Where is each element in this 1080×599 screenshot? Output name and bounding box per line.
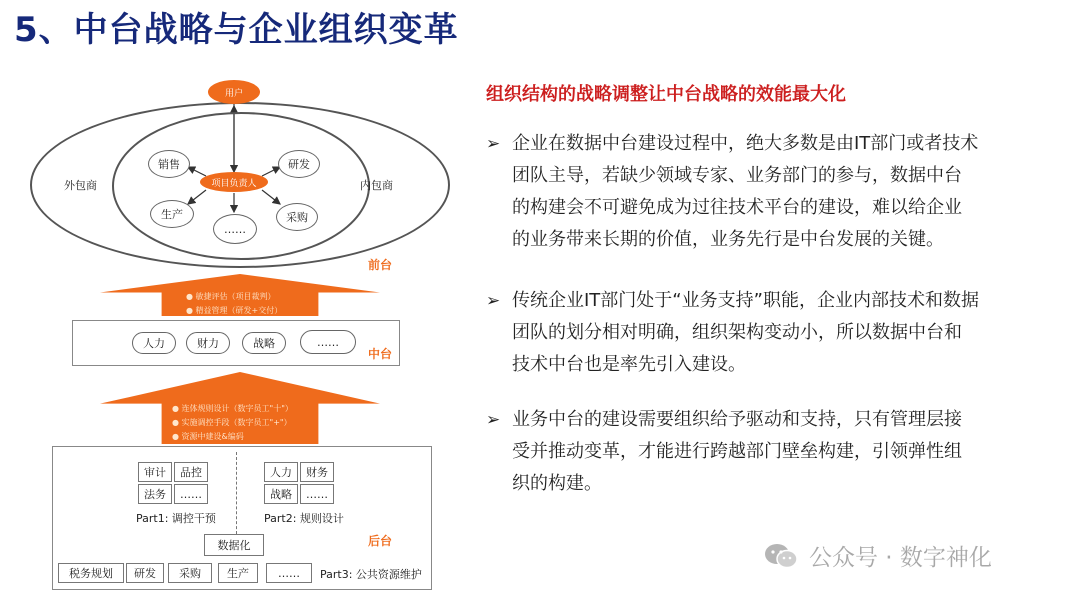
part2-box-strategy: 战略 bbox=[264, 484, 298, 504]
user-node: 用户 bbox=[208, 80, 260, 104]
part2-label: Part2: 规则设计 bbox=[264, 512, 344, 525]
part1-box-more: …… bbox=[174, 484, 208, 504]
purchase-node: 采购 bbox=[276, 203, 318, 231]
part3-label: Part3: 公共资源维护 bbox=[320, 568, 422, 581]
bullet-3-line: 织的构建。 bbox=[512, 473, 602, 494]
project-lead-node: 项目负责人 bbox=[200, 172, 268, 192]
bullet-1-text bbox=[512, 128, 1072, 256]
bullet-1-line: 企业在数据中台建设过程中，绝大多数是由IT部门或者技术 bbox=[512, 133, 979, 154]
more-node: …… bbox=[213, 214, 257, 244]
bullet-2-line: 技术中台也是率先引入建设。 bbox=[512, 354, 746, 375]
part1-box-audit: 审计 bbox=[138, 462, 172, 482]
middle-stage-label: 中台 bbox=[368, 347, 393, 361]
arrow2-line-2: ● 实施调控手段（数字员工"+"） bbox=[172, 418, 292, 427]
bullet-1-line: 团队主导，若缺少领域专家、业务部门的参与，数据中台 bbox=[512, 165, 962, 186]
bottom-item-tax: 税务规划 bbox=[58, 563, 124, 583]
back-stage-label: 后台 bbox=[368, 534, 393, 548]
bullet-2-text bbox=[512, 285, 1072, 381]
bullet-arrow-icon: ➢ bbox=[486, 410, 501, 430]
bullet-2-line: 传统企业IT部门处于“业务支持”职能，企业内部技术和数据 bbox=[512, 290, 979, 311]
bottom-item-production: 生产 bbox=[218, 563, 258, 583]
arrow1-line-1: ● 敏捷评估（项目裁判） bbox=[186, 292, 276, 301]
rnd-node: 研发 bbox=[278, 150, 320, 178]
part1-box-legal: 法务 bbox=[138, 484, 172, 504]
sales-node: 销售 bbox=[148, 150, 190, 178]
bullet-2-line: 团队的划分相对明确，组织架构变动小，所以数据中台和 bbox=[512, 322, 962, 343]
middle-item-strategy: 战略 bbox=[242, 332, 286, 354]
part2-box-more: …… bbox=[300, 484, 334, 504]
bullet-arrow-icon: ➢ bbox=[486, 291, 501, 311]
middle-item-hr: 人力 bbox=[132, 332, 176, 354]
insourcer-label: 内包商 bbox=[360, 179, 393, 192]
part2-box-finance: 财务 bbox=[300, 462, 334, 482]
part1-box-qc: 品控 bbox=[174, 462, 208, 482]
page-title: 5、中台战略与企业组织变革 bbox=[14, 10, 459, 50]
back-divider bbox=[236, 452, 237, 534]
bullet-3-line: 受并推动变革，才能进行跨越部门壁垒构建，引领弹性组 bbox=[512, 441, 962, 462]
wechat-icon bbox=[763, 542, 799, 570]
bullet-arrow-icon: ➢ bbox=[486, 134, 501, 154]
outsourcer-label: 外包商 bbox=[64, 179, 97, 192]
arrow2-line-3: ● 资源中建设&编码 bbox=[172, 432, 244, 441]
bottom-item-rnd: 研发 bbox=[126, 563, 164, 583]
bullet-1-line: 的业务带来长期的价值，业务先行是中台发展的关键。 bbox=[512, 229, 944, 250]
bullet-1-line: 的构建会不可避免成为过往技术平台的建设，难以给企业 bbox=[512, 197, 962, 218]
arrow2-text bbox=[172, 402, 293, 444]
bottom-item-more: …… bbox=[266, 563, 312, 583]
org-diagram bbox=[0, 0, 470, 599]
middle-item-more: …… bbox=[300, 330, 356, 354]
arrow1-line-2: ● 精益管理（研发+交付） bbox=[186, 306, 283, 315]
watermark bbox=[763, 539, 992, 572]
bullet-3-text bbox=[512, 404, 1072, 500]
front-stage-label: 前台 bbox=[368, 258, 393, 272]
section-subtitle: 组织结构的战略调整让中台战略的效能最大化 bbox=[486, 84, 846, 105]
middle-item-finance: 财力 bbox=[186, 332, 230, 354]
arrow1-text bbox=[186, 290, 282, 318]
digitize-box: 数据化 bbox=[204, 534, 264, 556]
watermark-text: 公众号 · 数字神化 bbox=[809, 545, 992, 571]
part1-label: Part1: 调控干预 bbox=[136, 512, 216, 525]
production-node: 生产 bbox=[150, 200, 194, 228]
part2-box-hr: 人力 bbox=[264, 462, 298, 482]
bottom-item-purchase: 采购 bbox=[168, 563, 212, 583]
arrow2-line-1: ● 连体规则设计（数字员工"十"） bbox=[172, 404, 293, 413]
bullet-3-line: 业务中台的建设需要组织给予驱动和支持，只有管理层接 bbox=[512, 409, 962, 430]
